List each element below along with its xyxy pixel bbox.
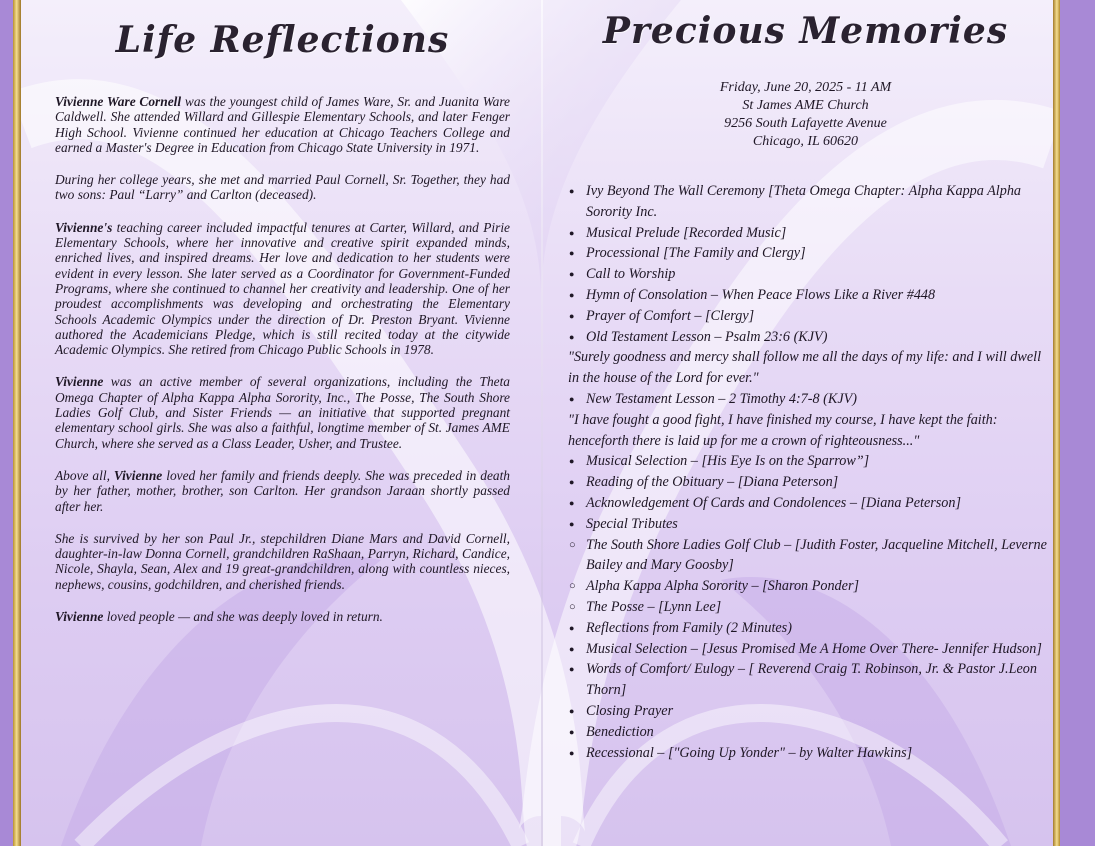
service-details [563,79,1048,151]
scripture-quote: "I have fought a good fight, I have finished my course, I have kept the faith: henceforth there is laid up for me a crown of righteousness..." [568,411,998,449]
bio-paragraph-5 [55,468,510,514]
program-item: ● Call to Worship [563,264,1048,285]
program-item: ● Words of Comfort/ Eulogy – [ Reverend Craig T. Robinson, Jr. & Pastor J.Leon Thorn] [563,659,1048,701]
bio-paragraph-1 [55,94,510,155]
bio-name: Vivienne's [55,219,113,235]
scripture-quote: "Surely goodness and mercy shall follow me all the days of my life: and I will dwell in the house of the Lord for ever." [568,349,1042,387]
bio-text: loved her family and friends deeply. She was preceded in death by her father, mother, brother, son Carlton. Her grandson Jaraan shortly passed after her. [55,467,510,514]
program-item: ● Ivy Beyond The Wall Ceremony [Theta Omega Chapter: Alpha Kappa Alpha Sorority Inc. [563,181,1048,223]
program-item: ● Special Tributes [563,514,1048,535]
center-fold [541,0,543,846]
program-item: ● New Testament Lesson – 2 Timothy 4:7-8 (KJV) [563,389,1048,410]
precious-memories-panel [563,0,1048,763]
right-gold-trim [1053,0,1060,846]
precious-memories-title: Precious Memories [602,10,1009,52]
program-item: ● Processional [The Family and Clergy] [563,243,1048,264]
program-sheet [21,0,1053,846]
program-item: ● Benediction [563,722,1048,743]
life-reflections-title: Life Reflections [115,19,450,61]
bio-name: Vivienne [55,609,104,625]
right-purple-border [1060,0,1095,846]
bio-paragraph-2 [55,172,510,203]
left-gold-trim [13,0,21,846]
bio-paragraph-6 [55,531,510,592]
service-city: Chicago, IL 60620 [752,134,859,149]
bio-text: She is survived by her son Paul Jr., stepchildren Diane Mars and David Cornell, daughter-in-law Donna Cornell, grandchildren RaShaan, Parryn, Richard, Candice, Nicole, Shayla, Sean, Alex and 19 great-grandchildren, along with countless nieces, nephews, cousins, godchildren, and cherished friends. [55,530,510,592]
bio-text: During her college years, she met and married Paul Cornell, Sr. Together, they had two sons: Paul “Larry” and Carlton (deceased). [55,172,510,203]
service-church: St James AME Church [742,98,869,113]
program-item: ● Old Testament Lesson – Psalm 23:6 (KJV) [563,327,1048,348]
program-item: ○ Alpha Kappa Alpha Sorority – [Sharon Ponder] [563,576,1048,597]
program-item: ● Recessional – ["Going Up Yonder" – by Walter Hawkins] [563,743,1048,764]
bio-text: loved people — and she was deeply loved in return. [103,609,383,625]
program-item: ● Musical Selection – [Jesus Promised Me A Home Over There- Jennifer Hudson] [563,639,1048,660]
bio-paragraph-4 [55,374,510,450]
bio-text: was the youngest child of James Ware, Sr. and Juanita Ware Caldwell. She attended Willard and Gillespie Elementary Schools, and later Fenger High School. Vivienne continued her education at Chicago Teachers College and earned a Master's Degree in Education from Chicago State University in 1971. [55,94,510,155]
order-of-service [563,181,1048,763]
program-item: ● Musical Selection – [His Eye Is on the Sparrow”] [563,451,1048,472]
program-item: ● Musical Prelude [Recorded Music] [563,223,1048,244]
life-reflections-panel [55,0,510,641]
program-item: ○ The South Shore Ladies Golf Club – [Judith Foster, Jacqueline Mitchell, Leverne Bailey and Mary Goosby] [563,535,1048,577]
left-purple-border [0,0,13,846]
obituary-text [55,94,510,624]
service-address: 9256 South Lafayette Avenue [724,116,887,131]
bio-text: Above all, [55,467,114,483]
program-item: ● Closing Prayer [563,701,1048,722]
program-item: ● Prayer of Comfort – [Clergy] [563,306,1048,327]
service-date-time: Friday, June 20, 2025 - 11 AM [719,80,892,95]
bio-text: teaching career included impactful tenures at Carter, Willard, and Pirie Elementary Schools, where her innovative and creative spirit expanded minds, enriched lives, and inspired dreams. Her love and dedication to her students were evident in every lesson. She later served as a Coordinator for Government-Funded Programs, where she continued to channel her creativity and leadership. One of her proudest accomplishments was developing and orchestrating the Elementary Schools Academic Olympics under the direction of Dr. Preston Bryant. Vivienne authored the Academicians Pledge, which is still recited today at the citywide Academic Olympics. She retired from Chicago Public Schools in 1978. [55,219,510,358]
program-item: ● Reflections from Family (2 Minutes) [563,618,1048,639]
bio-name: Vivienne [113,467,163,483]
bio-name: Vivienne Ware Cornell [55,94,182,109]
bio-paragraph-7 [55,609,510,624]
bio-name: Vivienne [55,374,104,390]
program-item: ● Reading of the Obituary – [Diana Peterson] [563,472,1048,493]
bio-text: was an active member of several organizations, including the Theta Omega Chapter of Alpha Kappa Alpha Sorority, Inc., The Posse, The South Shore Ladies Golf Club, and Sister Friends — an initiative that supported pregnant elementary school girls. She was also a faithful, longtime member of St. James AME Church, where she served as a Class Leader, Usher, and Trustee. [55,374,510,451]
bio-paragraph-3 [55,220,510,358]
program-item: ○ The Posse – [Lynn Lee] [563,597,1048,618]
program-item: ● Hymn of Consolation – When Peace Flows Like a River #448 [563,285,1048,306]
program-item: ● Acknowledgement Of Cards and Condolences – [Diana Peterson] [563,493,1048,514]
